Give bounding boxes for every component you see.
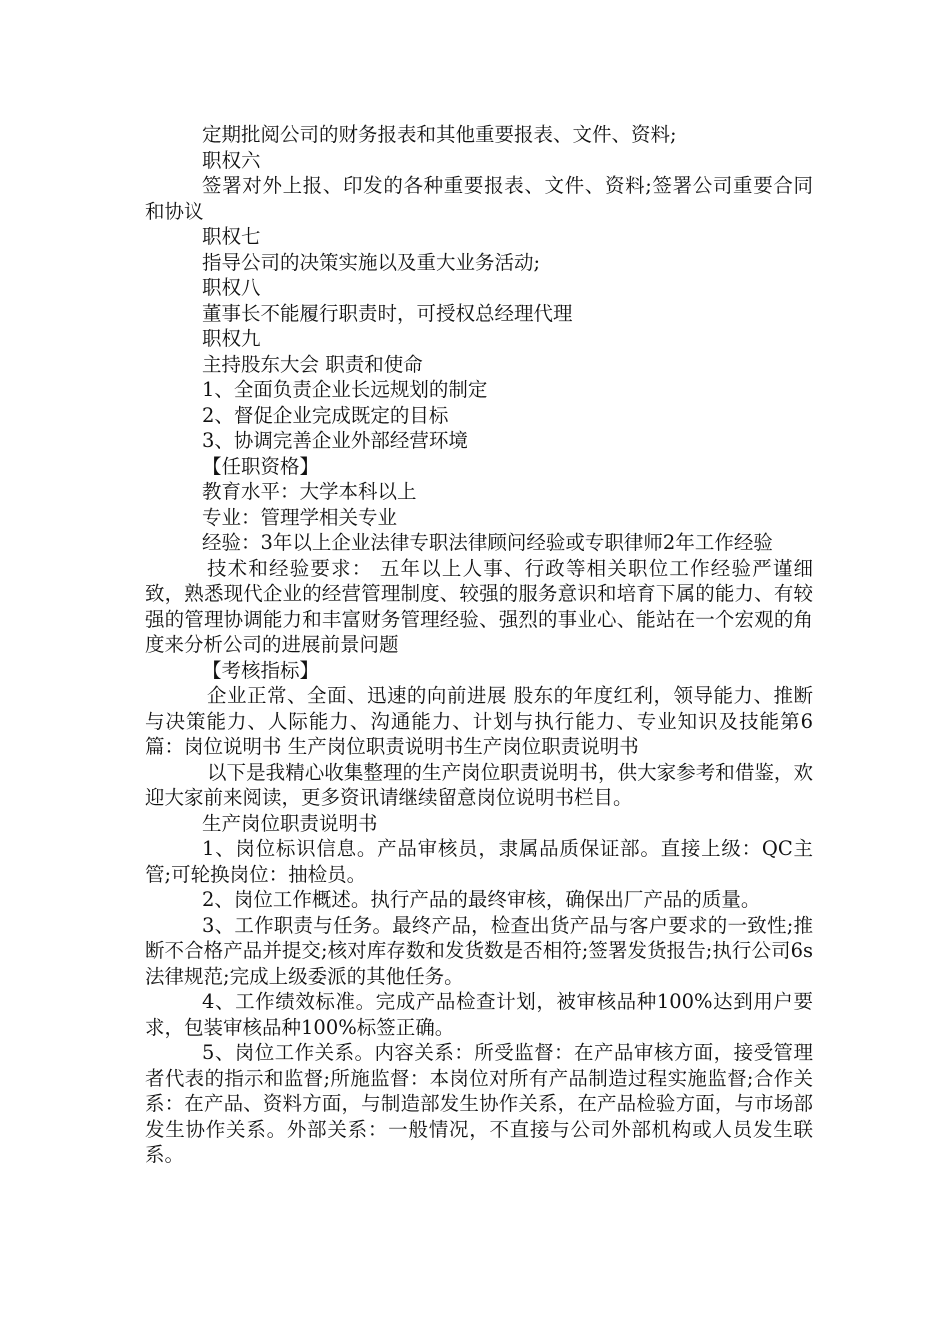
paragraph-guide-decisions: 指导公司的决策实施以及重大业务活动; [202,250,541,274]
paragraph-skill-requirements: 技术和经验要求： 五年以上人事、行政等相关职位工作经验严谨细致，熟悉现代企业的经营管理制度、较强的服务意识和培育下属的能力、有较强的管理协调能力和丰富财务管理经验、强烈的事业心、能站在一个宏观的角度来分析公司的进展前景问题 [145,556,813,656]
paragraph-shareholder-meeting: 主持股东大会 职责和使命 [202,352,423,376]
paragraph-education: 教育水平：大学本科以上 [202,480,417,503]
paragraph-position-overview: 2、岗位工作概述。执行产品的最终审核，确保出厂产品的质量。 [202,888,761,911]
paragraph-duties-tasks: 3、工作职责与任务。最终产品，检查出货产品与客户要求的一致性;推断不合格产品并提交;核对库存数和发货数是否相符;签署发货报告;执行公司6s法律规范;完成上级委派的其他任务。 [145,913,813,988]
list-item-duty-2: 2、督促企业完成既定的目标 [202,403,449,427]
heading-production-duties: 生产岗位职责说明书 [202,811,378,835]
paragraph-major: 专业：管理学相关专业 [202,505,398,529]
list-item-duty-3: 3、协调完善企业外部经营环境 [202,429,468,452]
paragraph-position-id: 1、岗位标识信息。产品审核员，隶属品质保证部。直接上级：QC主管;可轮换岗位：抽检员。 [145,837,813,886]
heading-authority-7: 职权七 [202,225,261,248]
heading-authority-8: 职权八 [202,276,261,299]
heading-authority-6: 职权六 [202,148,261,172]
paragraph-experience: 经验：3年以上企业法律专职法律顾问经验或专职律师2年工作经验 [202,531,773,554]
heading-authority-9: 职权九 [202,327,261,350]
paragraph-review-reports: 定期批阅公司的财务报表和其他重要报表、文件、资料; [202,123,677,146]
heading-qualifications: 【任职资格】 [202,454,320,478]
paragraph-assessment-body: 企业正常、全面、迅速的向前进展 股东的年度红利，领导能力、推断与决策能力、人际能力、沟通能力、计划与执行能力、专业知识及技能第6篇：岗位说明书 生产岗位职责说明书生产岗位职责说明书 [145,684,813,758]
paragraph-sign-documents: 签署对外上报、印发的各种重要报表、文件、资料;签署公司重要合同和协议 [145,174,813,223]
document-page [145,122,813,1168]
paragraph-delegate-gm: 董事长不能履行职责时，可授权总经理代理 [202,301,573,325]
paragraph-intro: 以下是我精心收集整理的生产岗位职责说明书，供大家参考和借鉴，欢迎大家前来阅读，更多资讯请继续留意岗位说明书栏目。 [145,760,813,809]
paragraph-performance-standards: 4、工作绩效标准。完成产品检查计划，被审核品种100%达到用户要求，包装审核品种100%标签正确。 [145,990,813,1039]
list-item-duty-1: 1、全面负责企业长远规划的制定 [202,378,488,401]
heading-assessment: 【考核指标】 [202,658,320,682]
paragraph-work-relations: 5、岗位工作关系。内容关系：所受监督：在产品审核方面，接受管理者代表的指示和监督;所施监督：本岗位对所有产品制造过程实施监督;合作关系：在产品、资料方面，与制造部发生协作关系，在产品检验方面，与市场部发生协作关系。外部关系：一般情况，不直接与公司外部机构或人员发生联系。 [145,1041,813,1166]
